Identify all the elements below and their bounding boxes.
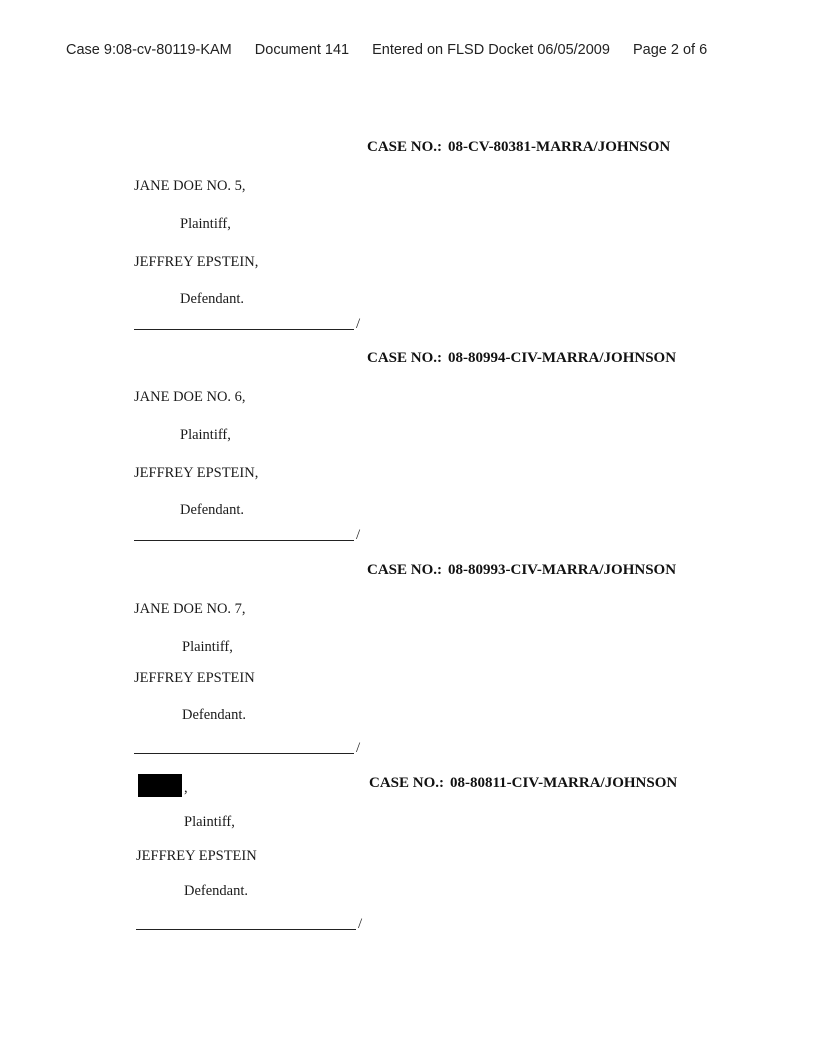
signature-rule <box>134 540 354 541</box>
case-number-label: CASE NO.: <box>367 350 443 366</box>
defendant-role: Defendant. <box>180 502 245 518</box>
signature-slash: / <box>356 527 361 543</box>
plaintiff-role: Plaintiff, <box>184 814 235 830</box>
header-case: Case 9:08-cv-80119-KAM <box>66 42 232 58</box>
plaintiff-role: Plaintiff, <box>180 216 231 232</box>
header-entered: Entered on FLSD Docket 06/05/2009 <box>372 42 610 58</box>
header-page: Page 2 of 6 <box>632 42 708 58</box>
defendant-name: JEFFREY EPSTEIN, <box>134 254 259 270</box>
defendant-name: JEFFREY EPSTEIN, <box>134 465 259 481</box>
signature-rule <box>134 329 354 330</box>
signature-rule <box>136 929 356 930</box>
case-number-label: CASE NO.: <box>367 139 443 155</box>
defendant-role: Defendant. <box>182 707 247 723</box>
docket-header <box>66 42 707 58</box>
case-number-value: 08-80994-CIV-MARRA/JOHNSON <box>448 350 677 366</box>
plaintiff-name-comma: , <box>184 780 188 796</box>
signature-line <box>134 527 374 541</box>
defendant-name: JEFFREY EPSTEIN <box>136 848 257 864</box>
plaintiff-role: Plaintiff, <box>182 639 233 655</box>
case-number <box>367 350 676 367</box>
plaintiff-name: JANE DOE NO. 6, <box>134 389 246 405</box>
signature-line <box>136 916 376 930</box>
signature-slash: / <box>358 916 363 932</box>
defendant-role: Defendant. <box>180 291 245 307</box>
signature-slash: / <box>356 740 361 756</box>
signature-slash: / <box>356 316 361 332</box>
case-number-value: 08-80811-CIV-MARRA/JOHNSON <box>450 775 678 791</box>
plaintiff-name: JANE DOE NO. 5, <box>134 178 246 194</box>
case-number <box>369 775 677 792</box>
redaction-block <box>138 774 182 797</box>
case-number-value: 08-80993-CIV-MARRA/JOHNSON <box>448 562 677 578</box>
case-number-value: 08-CV-80381-MARRA/JOHNSON <box>448 139 671 155</box>
case-number <box>367 139 670 156</box>
plaintiff-name: JANE DOE NO. 7, <box>134 601 246 617</box>
signature-line <box>134 316 374 330</box>
case-number-label: CASE NO.: <box>367 562 443 578</box>
signature-line <box>134 740 374 754</box>
case-number-label: CASE NO.: <box>369 775 445 791</box>
plaintiff-role: Plaintiff, <box>180 427 231 443</box>
signature-rule <box>134 753 354 754</box>
header-document: Document 141 <box>254 42 350 58</box>
case-number <box>367 562 676 579</box>
defendant-name: JEFFREY EPSTEIN <box>134 670 255 686</box>
defendant-role: Defendant. <box>184 883 249 899</box>
